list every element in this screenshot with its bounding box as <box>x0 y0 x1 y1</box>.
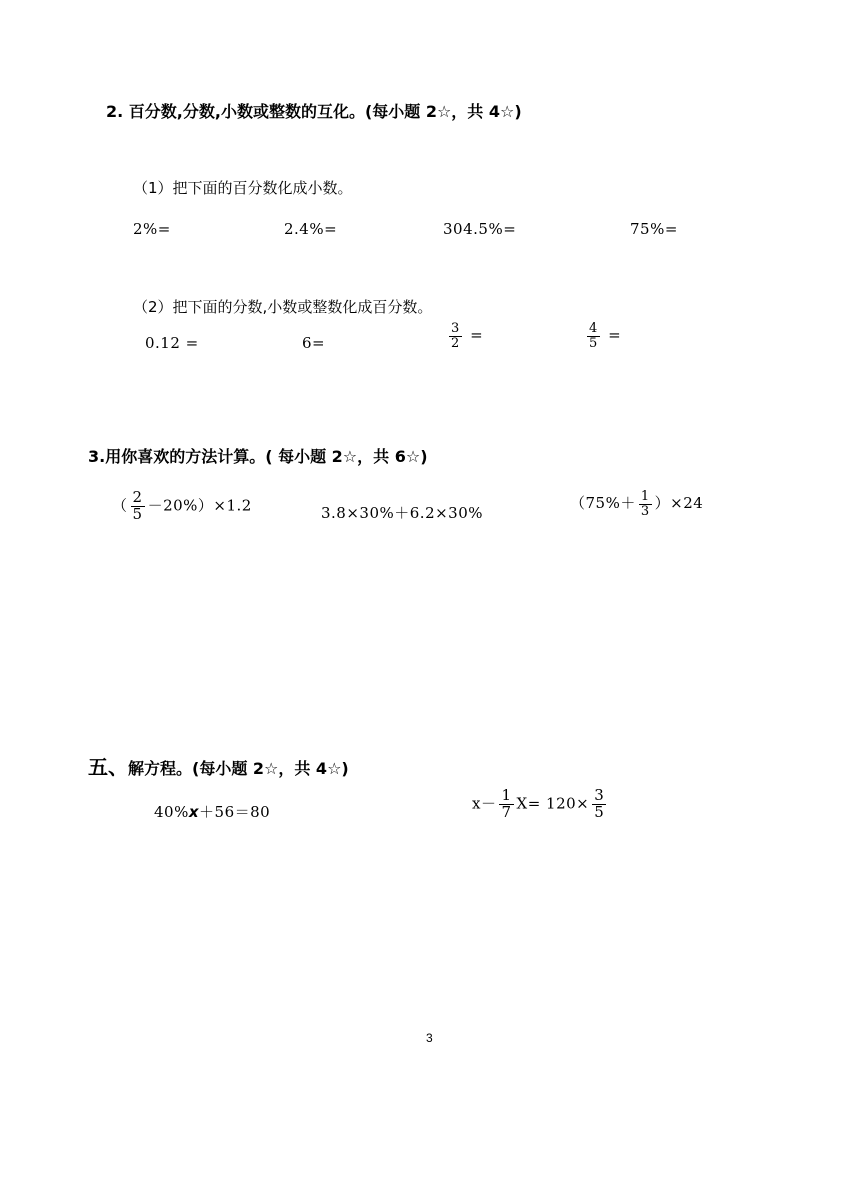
equals-sign: = <box>608 326 622 345</box>
calc-expression-2: 3.8×30%＋6.2×30% <box>321 504 484 522</box>
section-5-title: 解方程。(每小题 2☆，共 4☆) <box>128 759 349 778</box>
equation-1 <box>154 801 270 822</box>
fraction-denominator: 5 <box>594 802 605 821</box>
fraction-denominator: 3 <box>640 503 650 519</box>
fraction-numerator: 1 <box>501 786 512 804</box>
expression-tail: ）×24 <box>654 494 704 513</box>
fraction-numerator: 4 <box>589 321 598 336</box>
section-3-heading: 3.用你喜欢的方法计算。( 每小题 2☆，共 6☆) <box>88 447 428 466</box>
fraction-numerator: 1 <box>640 489 650 504</box>
part-1-item-4: 75%= <box>630 220 678 238</box>
equation-1-coefficient: 40% <box>154 803 189 821</box>
fraction-4-5 <box>587 322 600 350</box>
section-5-heading <box>88 751 349 780</box>
part-1-item-2: 2.4%= <box>284 220 338 238</box>
fraction-denominator: 5 <box>132 504 143 523</box>
open-paren: （ <box>112 496 128 515</box>
part-2-item-2: 6= <box>302 334 326 352</box>
section-2-heading: 2. 百分数,分数,小数或整数的互化。(每小题 2☆，共 4☆) <box>106 102 522 121</box>
equation-2-start: x－ <box>472 794 497 813</box>
expression-tail: －20%）×1.2 <box>147 496 252 515</box>
section-2-part-1-title: （1）把下面的百分数化成小数。 <box>133 179 353 197</box>
fraction-1-7 <box>499 788 513 821</box>
part-2-item-4 <box>584 322 621 350</box>
fraction-3-5 <box>592 788 606 821</box>
section-5-number: 五、 <box>88 755 128 779</box>
calc-expression-1 <box>112 490 252 523</box>
part-2-item-1: 0.12 = <box>145 334 199 352</box>
part-1-item-1: 2%= <box>133 220 171 238</box>
fraction-1-3 <box>639 490 652 518</box>
fraction-denominator: 2 <box>451 335 460 351</box>
page-number: 3 <box>426 1031 433 1045</box>
fraction-3-2 <box>449 322 462 350</box>
expression-head: （75%＋ <box>570 494 636 513</box>
part-1-item-3: 304.5%= <box>443 220 517 238</box>
section-2-part-2-title: （2）把下面的分数,小数或整数化成百分数。 <box>133 298 433 316</box>
fraction-denominator: 7 <box>501 802 512 821</box>
calc-expression-3 <box>570 490 703 518</box>
variable-x: x <box>188 803 200 821</box>
equals-sign: = <box>470 326 484 345</box>
equation-1-rest: ＋56＝80 <box>199 803 271 821</box>
fraction-numerator: 3 <box>594 786 605 804</box>
fraction-denominator: 5 <box>589 335 598 351</box>
fraction-numerator: 3 <box>451 321 460 336</box>
fraction-numerator: 2 <box>132 488 143 506</box>
part-2-item-3 <box>446 322 483 350</box>
fraction-2-5 <box>131 490 145 523</box>
equation-2-middle: X= 120× <box>516 794 590 813</box>
equation-2 <box>472 788 609 821</box>
